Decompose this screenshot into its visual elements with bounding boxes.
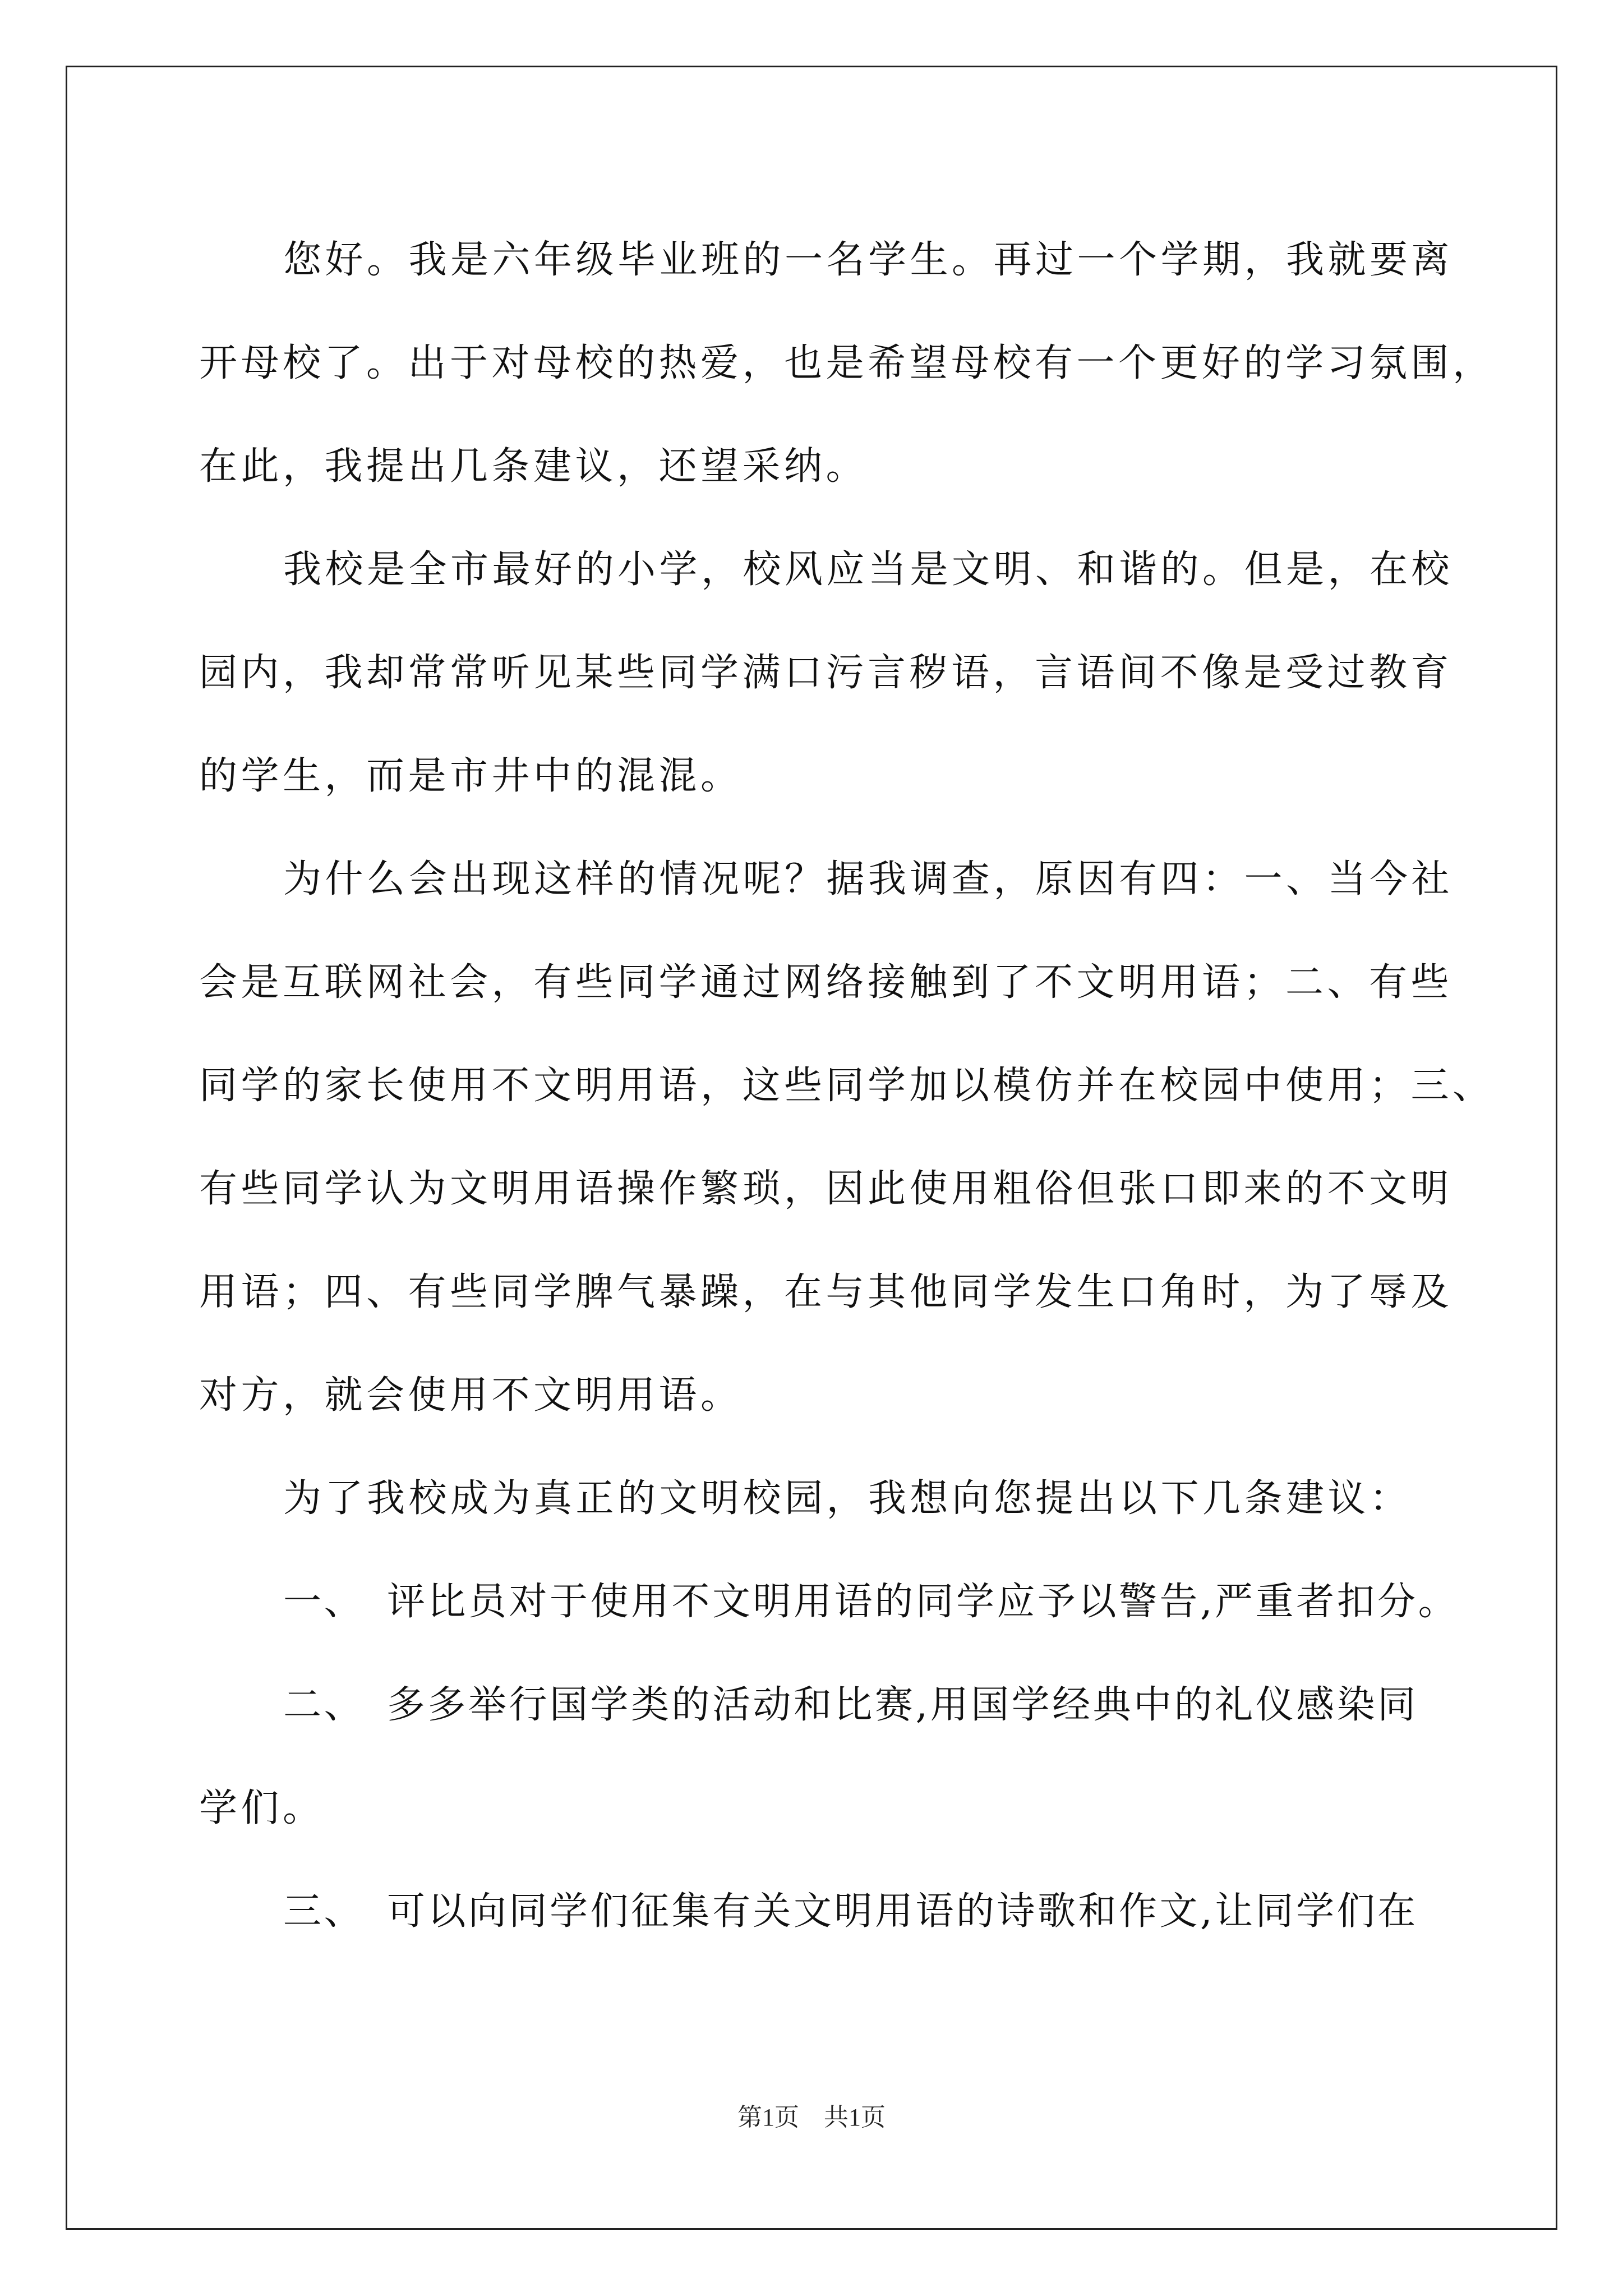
paragraph-2-line-3: 的学生，而是市井中的混混。 <box>199 754 743 798</box>
paragraph-2-line-2: 园内，我却常常听见某些同学满口污言秽语，言语间不像是受过教育 <box>199 651 1453 695</box>
paragraph-1-line-3: 在此，我提出几条建议，还望采纳。 <box>199 444 868 489</box>
paragraph-3-line-2: 会是互联网社会，有些同学通过网络接触到了不文明用语；二、有些 <box>199 960 1453 1005</box>
paragraph-1-line-2: 开母校了。出于对母校的热爱，也是希望母校有一个更好的学习氛围， <box>199 341 1495 385</box>
paragraph-3-line-1: 为什么会出现这样的情况呢？据我调查，原因有四：一、当今社 <box>283 857 1454 901</box>
suggestion-1 <box>199 1550 1459 1654</box>
paragraph-4-line-1: 为了我校成为真正的文明校园，我想向您提出以下几条建议： <box>283 1476 1412 1521</box>
paragraph-3-line-4: 有些同学认为文明用语操作繁琐，因此使用粗俗但张口即来的不文明 <box>199 1167 1453 1211</box>
letter-body <box>199 209 1495 1963</box>
suggestion-3 <box>199 1860 1433 1963</box>
paragraph-1-line-1: 您好。我是六年级毕业班的一名学生。再过一个学期，我就要离 <box>283 238 1454 282</box>
paragraph-3-line-3: 同学的家长使用不文明用语，这些同学加以模仿并在校园中使用；三、 <box>199 1064 1495 1108</box>
paragraph-3-line-6: 对方，就会使用不文明用语。 <box>199 1373 743 1418</box>
page-number-footer: 第1页 共1页 <box>737 2104 886 2131</box>
suggestion-1-number: 一、 <box>283 1580 365 1624</box>
paragraph-3-line-5: 用语；四、有些同学脾气暴躁，在与其他同学发生口角时，为了辱及 <box>199 1270 1453 1314</box>
suggestion-2-number: 二、 <box>283 1683 365 1727</box>
suggestion-3-text: 可以向同学们征集有关文明用语的诗歌和作文,让同学们在 <box>387 1889 1418 1934</box>
suggestion-2 <box>199 1654 1433 1757</box>
suggestion-3-number: 三、 <box>283 1889 365 1934</box>
suggestion-2-text: 多多举行国学类的活动和比赛,用国学经典中的礼仪感染同 <box>387 1683 1418 1727</box>
paragraph-2-line-1: 我校是全市最好的小学，校风应当是文明、和谐的。但是，在校 <box>283 547 1454 592</box>
suggestion-2-continuation: 学们。 <box>199 1786 325 1830</box>
suggestion-1-text: 评比员对于使用不文明用语的同学应予以警告,严重者扣分。 <box>387 1580 1459 1624</box>
